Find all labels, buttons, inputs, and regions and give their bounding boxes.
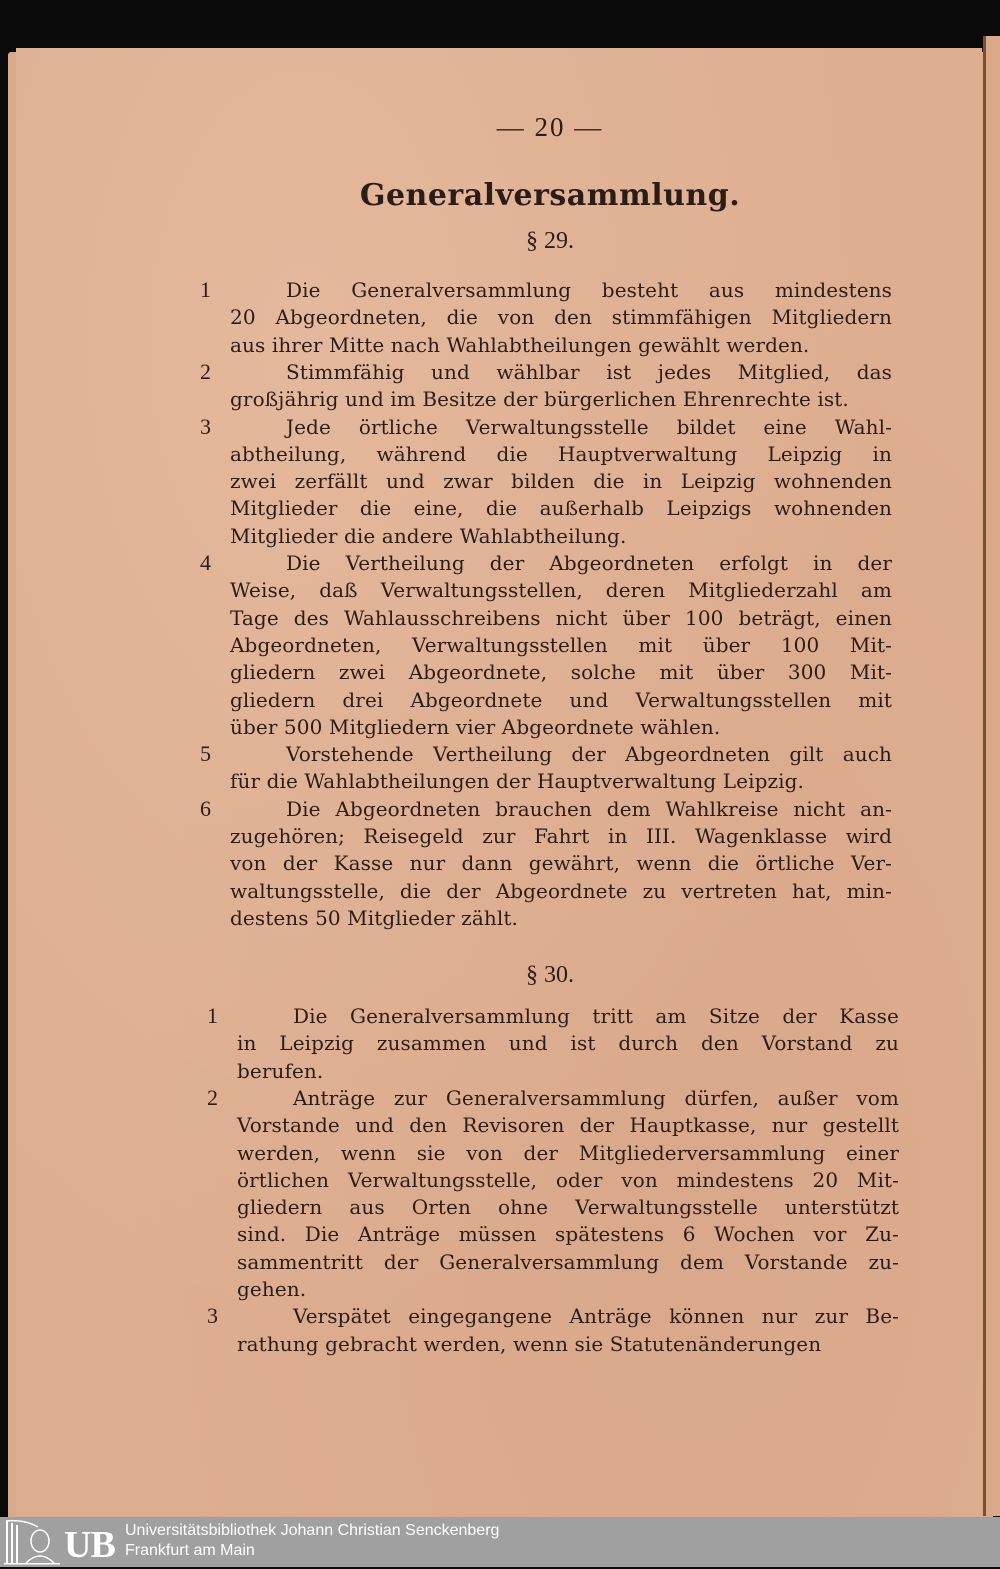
paragraph-number: 3 [207, 1303, 218, 1329]
text-line: über 500 Mitgliedern vier Abgeordnete wählen. [230, 714, 721, 739]
text-line: rathung gebracht werden, wenn sie Statutenänderungen [237, 1331, 822, 1356]
text-line: gliedern zwei Abgeordnete, solche mit über 300 Mit- [230, 660, 892, 685]
text-line: Die Abgeordneten brauchen dem Wahlkreise nicht an- [286, 796, 892, 821]
text-line: von der Kasse nur dann gewährt, wenn die örtliche Ver- [230, 851, 892, 876]
logo-text: UB [64, 1524, 115, 1566]
paragraph-number: 3 [200, 413, 211, 439]
text-line: Die Vertheilung der Abgeordneten erfolgt in der [286, 551, 892, 575]
library-footer-bar [0, 1517, 1000, 1567]
paragraph-number: 2 [207, 1084, 218, 1110]
text-line: Abgeordneten, Verwaltungsstellen mit über 100 Mit- [230, 632, 892, 657]
text-line: destens 50 Mitglieder zählt. [230, 905, 518, 930]
text-line: sind. Die Anträge müssen spätestens 6 Wochen vor Zu- [237, 1222, 899, 1247]
text-line: waltungsstelle, die der Abgeordnete zu vertreten hat, min- [230, 878, 892, 903]
institution-name: Universitätsbibliothek Johann Christian Senckenberg [125, 1522, 500, 1539]
text-line: Die Generalversammlung besteht aus mindestens [286, 278, 892, 302]
text-line: gehen. [237, 1277, 307, 1301]
text-line: 20 Abgeordneten, die von den stimmfähigen Mitgliedern [230, 305, 892, 330]
text-line: zwei zerfällt und zwar bilden die in Leipzig wohnenden [230, 469, 892, 494]
text-line: abtheilung, während die Hauptverwaltung Leipzig in [230, 441, 892, 466]
text-line: Verspätet eingegangene Anträge können nur zur Be- [293, 1304, 899, 1329]
section-heading: § 29. [526, 228, 574, 254]
paragraph-number: 1 [207, 1003, 218, 1028]
text-line: sammentritt der Generalversammlung dem Vorstande zu- [237, 1249, 899, 1274]
text-line: gliedern drei Abgeordnete und Verwaltungsstellen mit [230, 687, 892, 712]
text-line: gliedern aus Orten ohne Verwaltungsstelle unterstützt [237, 1195, 899, 1220]
text-line: in Leipzig zusammen und ist durch den Vorstand zu [237, 1031, 899, 1056]
text-line: Vorstande und den Revisoren der Hauptkasse, nur gestellt [237, 1113, 899, 1138]
ub-logo[interactable] [4, 1519, 116, 1565]
text-line: für die Wahlabtheilungen der Hauptverwaltung Leipzig. [230, 769, 804, 794]
paragraph-number: 4 [200, 550, 211, 575]
text-line: Mitglieder die eine, die außerhalb Leipzigs wohnenden [230, 496, 892, 521]
text-line: Stimmfähig und wählbar ist jedes Mitglied, das [286, 359, 892, 384]
text-line: Jede örtliche Verwaltungsstelle bildet eine Wahl- [286, 414, 892, 439]
text-line: Mitglieder die andere Wahlabtheilung. [230, 523, 627, 548]
facing-page-strip [986, 36, 1000, 1516]
chapter-title: Generalversammlung. [359, 178, 741, 213]
page-number: — 20 — [496, 112, 604, 142]
text-line: großjährig und im Besitze der bürgerlichen Ehrenrechte ist. [230, 387, 849, 412]
paragraph-number: 6 [200, 795, 211, 821]
text-line: Weise, daß Verwaltungsstellen, deren Mitgliederzahl am [230, 578, 892, 603]
paragraph-number: 1 [200, 277, 211, 302]
text-line: werden, wenn sie von der Mitgliederversammlung einer [237, 1140, 899, 1165]
text-line: örtlichen Verwaltungsstelle, oder von mindestens 20 Mit- [237, 1167, 899, 1192]
institution-city: Frankfurt am Main [125, 1542, 255, 1559]
paragraph-number: 5 [200, 741, 211, 767]
columns-portrait-icon [4, 1519, 60, 1565]
text-line: Tage des Wahlausschreibens nicht über 100 beträgt, einen [230, 605, 892, 630]
text-line: zugehören; Reisegeld zur Fahrt in III. Wagenklasse wird [230, 824, 892, 848]
text-line: berufen. [237, 1058, 324, 1083]
text-line: Die Generalversammlung tritt am Sitze der Kasse [293, 1004, 899, 1028]
paragraph-number: 2 [200, 358, 211, 384]
text-line: aus ihrer Mitte nach Wahlabtheilungen gewählt werden. [230, 332, 810, 357]
section-heading: § 30. [526, 962, 574, 988]
text-line: Vorstehende Vertheilung der Abgeordneten gilt auch [286, 742, 892, 767]
text-line: Anträge zur Generalversammlung dürfen, außer vom [293, 1085, 899, 1110]
